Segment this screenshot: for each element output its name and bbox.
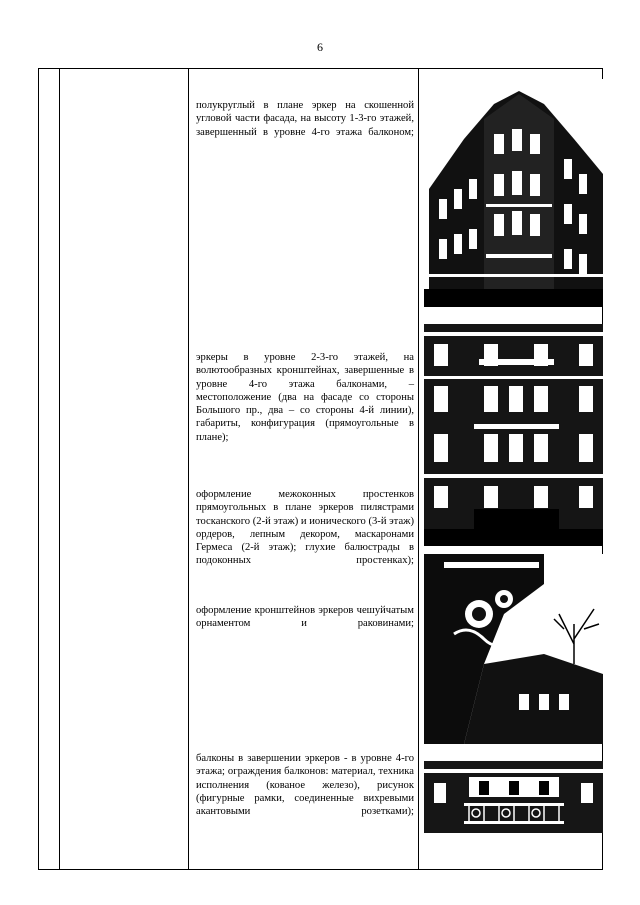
document-table [38, 68, 603, 870]
photo-bracket-ornament [424, 554, 603, 744]
page-number: 6 [317, 40, 323, 54]
table-column-divider [188, 69, 189, 869]
element-description: балконы в завершении эркеров - в уровне 4-го этажа; ограждения балконов: материал, техника исполнения (кованое железо), рисунок (фигурные рамки, соединенные вихревыми акантовыми розетками); [196, 753, 414, 818]
photo-bay-windows [424, 324, 603, 546]
table-column-divider [418, 69, 419, 869]
photo-corner-building [424, 79, 603, 307]
element-description: эркеры в уровне 2-3-го этажей, на волютообразных кронштейнах, завершенные в уровне 4-го этажа балконами, – местоположение (два на фасаде со стороны Большого пр., два – со стороны 4-й линии), габариты, конфигурация (прямоугольные в плане); [196, 352, 414, 443]
photo-balcony [424, 761, 603, 833]
element-description: оформление межоконных простенков прямоугольных в плане эркеров пилястрами тосканского (2-й этаж) и ионического (3-й этаж) ордеров, лепным декором, маскаронами Гермеса (2-й этаж); глухие балюстрады в подоконных простенках); [196, 489, 414, 567]
element-description: полукруглый в плане эркер на скошенной угловой части фасада, на высоту 1-3-го этажей, завершенный в уровне 4-го этажа балконом; [196, 100, 414, 138]
table-column-divider [59, 69, 60, 869]
element-description: оформление кронштейнов эркеров чешуйчатым орнаментом и раковинами; [196, 605, 414, 630]
